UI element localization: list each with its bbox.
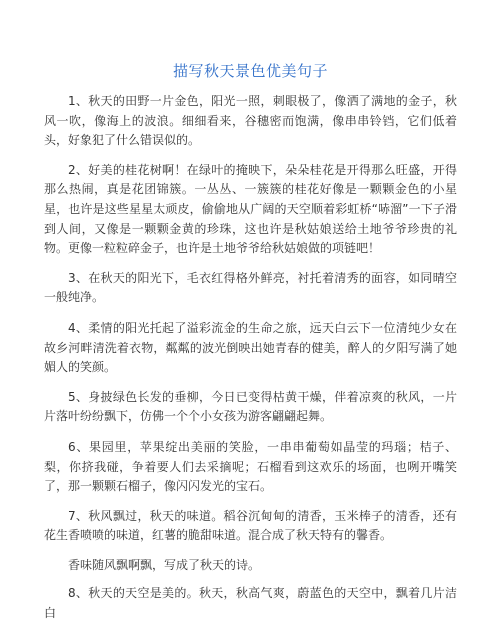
paragraph-8: 8、秋天的天空是美的。秋天，秋高气爽，蔚蓝色的天空中，飘着几片洁白: [44, 586, 457, 621]
paragraph-5: 5、身披绿色长发的垂柳，今日已变得枯黄干燥，伴着凉爽的秋风，一片片落叶纷纷飘下，仿佛一个个小女孩为游客翩翩起舞。: [44, 389, 457, 424]
paragraph-3: 3、在秋天的阳光下，毛衣红得格外鲜亮，衬托着清秀的面容，如同晴空一般纯净。: [44, 270, 457, 305]
paragraph-6: 6、果园里，苹果绽出美丽的笑脸，一串串葡萄如晶莹的玛瑙；桔子、梨，你挤我碰，争着要人们去采摘呢；石榴看到这欢乐的场面，也咧开嘴笑了，那一颗颗石榴子，像闪闪发光的宝石。: [44, 439, 457, 494]
paragraph-7: 7、秋风飘过，秋天的味道。稻谷沉甸甸的清香，玉米棒子的清香，还有花生香喷喷的味道，红薯的脆甜味道。混合成了秋天特有的馨香。: [44, 508, 457, 543]
paragraph-2: 2、好美的桂花树啊！在绿叶的掩映下，朵朵桂花是开得那么旺盛，开得那么热闹，真是花团锦簇。一丛丛、一簇簇的桂花好像是一颗颗金色的小星星，也许是这些星星太顽皮，偷偷地从广阔的天空顺着彩虹桥“哧溜”一下子滑到人间，又像是一颗颗金黄的珍珠，这也许是秋姑娘送给土地爷爷珍贵的礼物。更像一粒粒碎金子，也许是土地爷爷给秋姑娘做的项链吧！: [44, 162, 457, 256]
paragraph-1: 1、秋天的田野一片金色，阳光一照，刺眼极了，像洒了满地的金子，秋风一吹，像海上的波浪。细细看来，谷穗密而饱满，像串串铃铛，它们低着头，好象犯了什么错误似的。: [44, 94, 457, 148]
article-title: 描写秋天景色优美句子: [172, 62, 328, 80]
paragraph-4: 4、柔情的阳光托起了溢彩流金的生命之旅，远天白云下一位清纯少女在故乡河畔清洗着衣物，粼粼的波光倒映出她青春的健美，醉人的夕阳写满了她媚人的笑颜。: [44, 320, 457, 375]
paragraph-7-continued: 香味随风飘啊飘，写成了秋天的诗。: [68, 557, 261, 572]
